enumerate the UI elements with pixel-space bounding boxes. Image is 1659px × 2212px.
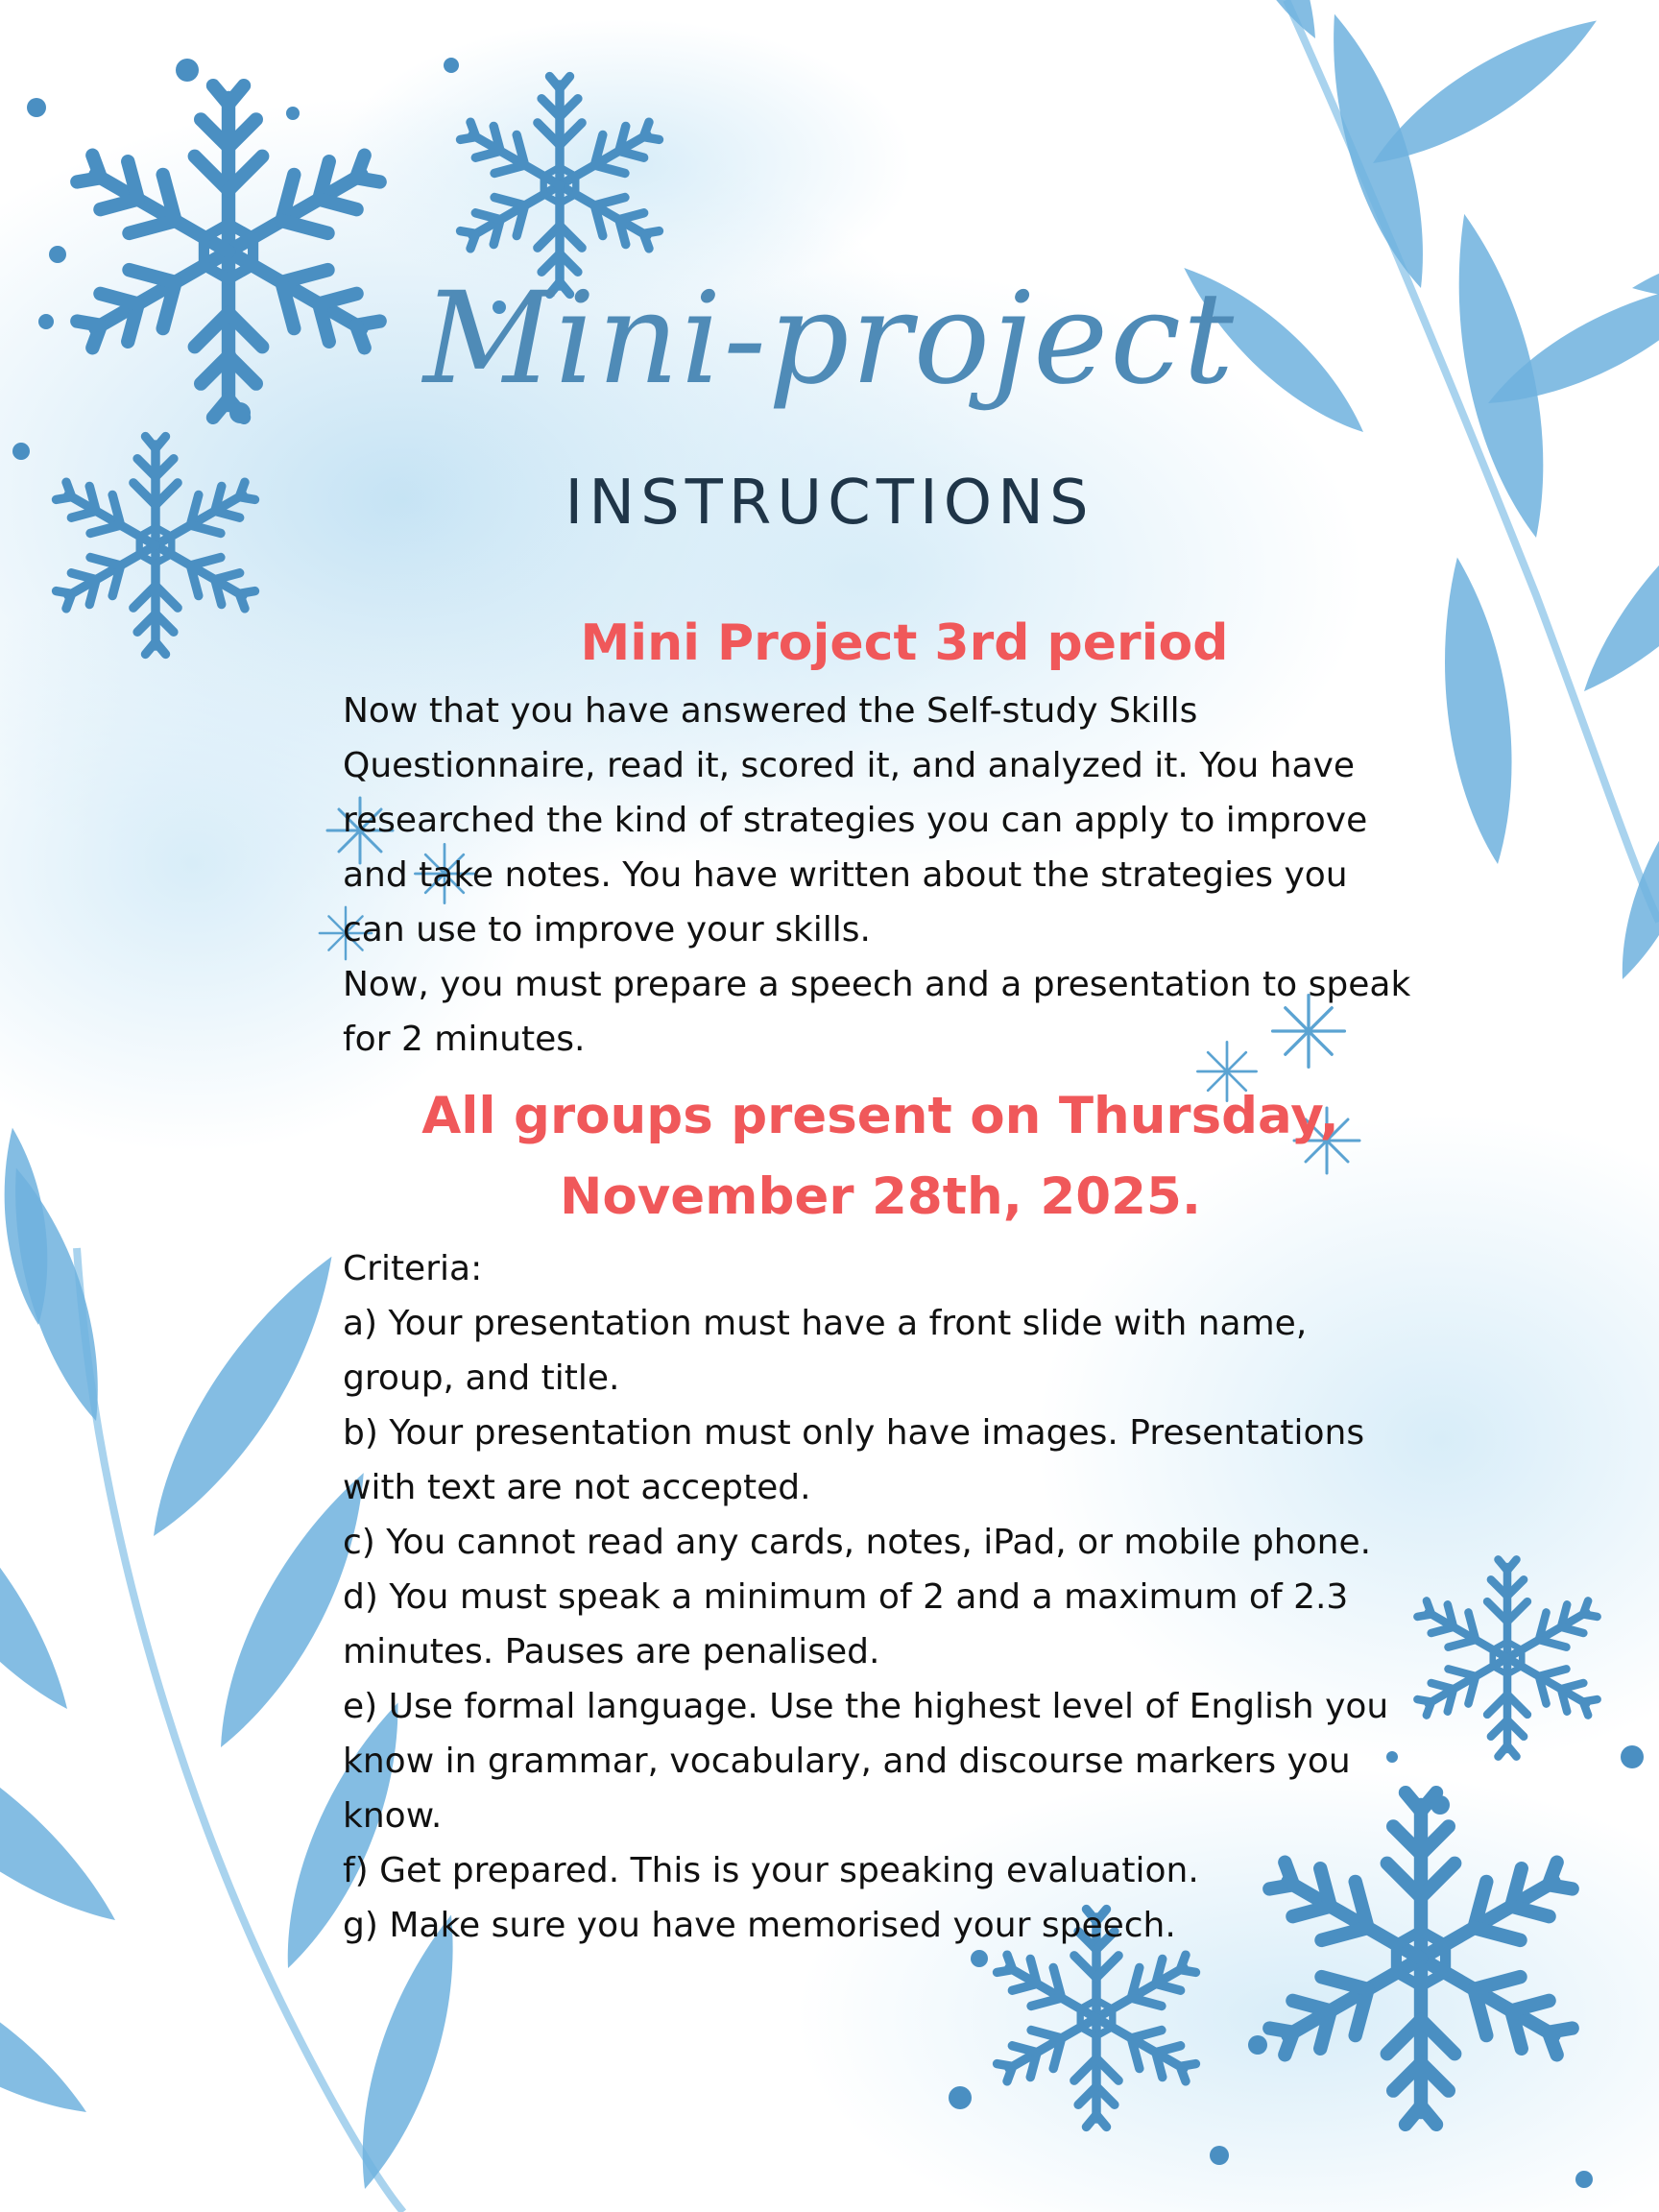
criteria-list	[343, 1241, 1418, 1953]
criteria-label: Criteria:	[343, 1249, 483, 1288]
page-subtitle: INSTRUCTIONS	[565, 468, 1094, 539]
criteria-item: a) Your presentation must have a front slide with name, group, and title.	[343, 1304, 1308, 1398]
criteria-item: d) You must speak a minimum of 2 and a maximum of 2.3 minutes. Pauses are penalised.	[343, 1577, 1349, 1671]
project-heading: Mini Project 3rd period	[580, 614, 1229, 672]
criteria-item: c) You cannot read any cards, notes, iPad, or mobile phone.	[343, 1523, 1372, 1562]
criteria-item: b) Your presentation must only have images. Presentations with text are not accepted.	[343, 1413, 1365, 1507]
intro-text	[343, 684, 1418, 1067]
script-title: Mini-project	[422, 265, 1237, 413]
criteria-item: g) Make sure you have memorised your speech.	[343, 1906, 1176, 1945]
main-content	[343, 603, 1418, 1953]
criteria-item: e) Use formal language. Use the highest level of English you know in grammar, vocabulary, and discourse markers you know.	[343, 1687, 1389, 1836]
presentation-date-heading: All groups present on Thursday, November 28th, 2025.	[421, 1087, 1339, 1226]
intro-paragraph: Now, you must prepare a speech and a presentation to speak for 2 minutes.	[343, 965, 1411, 1059]
intro-paragraph: Now that you have answered the Self-study Skills Questionnaire, read it, scored it, and analyzed it. You have researched the kind of strategies you can apply to improve and take notes. You have written about the strategies you can use to improve your skills.	[343, 691, 1368, 950]
criteria-item: f) Get prepared. This is your speaking evaluation.	[343, 1851, 1199, 1890]
